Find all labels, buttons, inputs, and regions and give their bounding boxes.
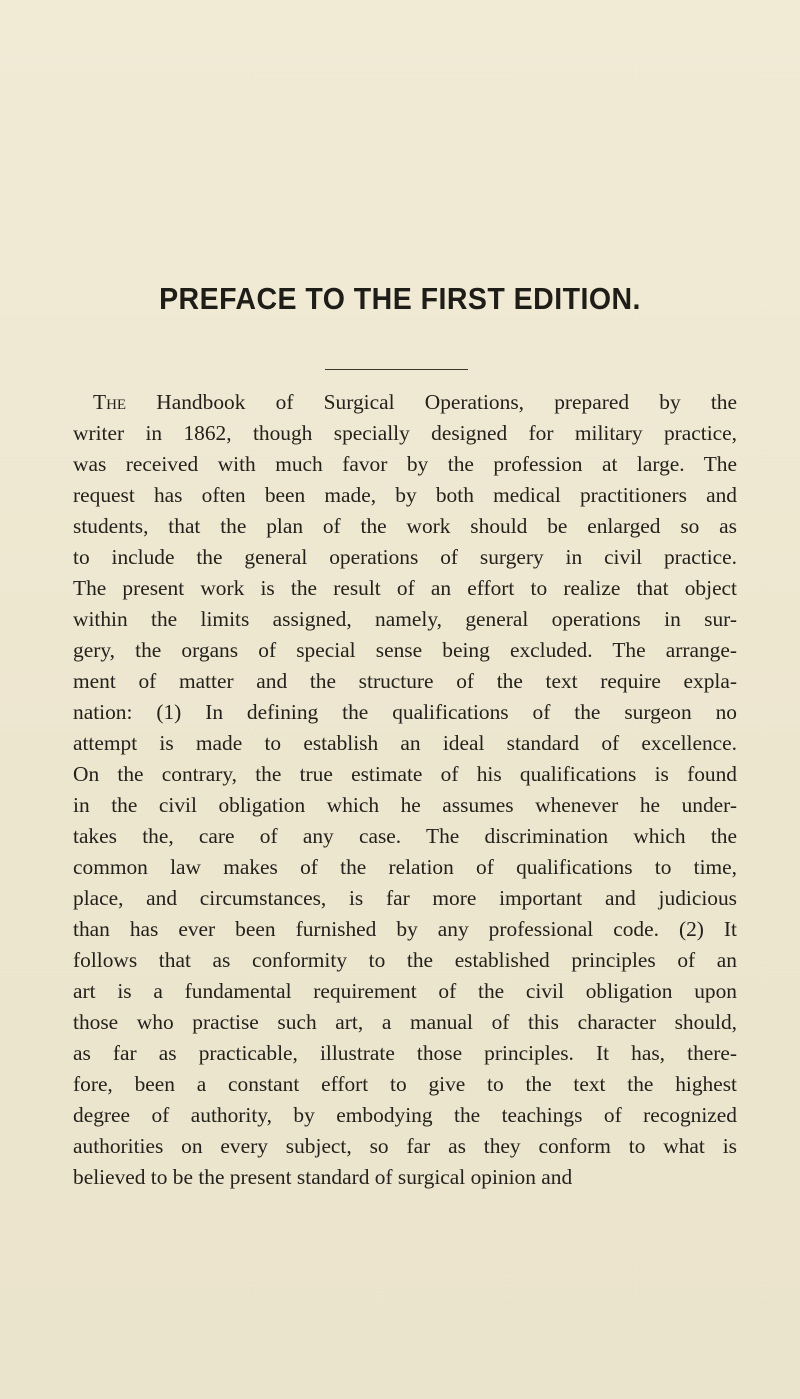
text-line: The present work is the result of an effort to realize that object: [73, 576, 737, 600]
text-line: gery, the organs of special sense being excluded. The arrange-: [73, 638, 737, 662]
page-title: PREFACE TO THE FIRST EDITION.: [159, 281, 641, 316]
line-text: Handbook of Surgical Operations, prepared by the: [126, 390, 737, 414]
text-line: students, that the plan of the work should be enlarged so as: [73, 514, 737, 538]
text-line: writer in 1862, though specially designed for military practice,: [73, 421, 737, 445]
text-line: art is a fundamental requirement of the civil obligation upon: [73, 979, 737, 1003]
text-line: was received with much favor by the profession at large. The: [73, 452, 737, 476]
first-word: The: [93, 390, 127, 414]
title-divider: [325, 369, 468, 370]
text-line: On the contrary, the true estimate of his qualifications is found: [73, 762, 737, 786]
text-line: attempt is made to establish an ideal standard of excellence.: [73, 731, 737, 755]
text-line: to include the general operations of surgery in civil practice.: [73, 545, 737, 569]
text-line: believed to be the present standard of surgical opinion and: [73, 1165, 573, 1189]
text-line: takes the, care of any case. The discrimination which the: [73, 824, 737, 848]
text-line: place, and circumstances, is far more important and judicious: [73, 886, 737, 910]
text-line: [73, 387, 737, 418]
text-line: degree of authority, by embodying the teachings of recognized: [73, 1103, 737, 1127]
text-line: in the civil obligation which he assumes whenever he under-: [73, 793, 737, 817]
preface-body: [73, 387, 737, 1193]
text-line: as far as practicable, illustrate those principles. It has, there-: [73, 1041, 737, 1065]
text-line: follows that as conformity to the established principles of an: [73, 948, 737, 972]
text-line: fore, been a constant effort to give to the text the highest: [73, 1072, 737, 1096]
text-line: common law makes of the relation of qualifications to time,: [73, 855, 737, 879]
text-line: authorities on every subject, so far as they conform to what is: [73, 1134, 737, 1158]
text-line: nation: (1) In defining the qualifications of the surgeon no: [73, 700, 737, 724]
text-line: within the limits assigned, namely, general operations in sur-: [73, 607, 737, 631]
text-line: those who practise such art, a manual of this character should,: [73, 1010, 737, 1034]
text-line: request has often been made, by both medical practitioners and: [73, 483, 737, 507]
text-line: than has ever been furnished by any professional code. (2) It: [73, 917, 737, 941]
text-line: ment of matter and the structure of the text require expla-: [73, 669, 737, 693]
